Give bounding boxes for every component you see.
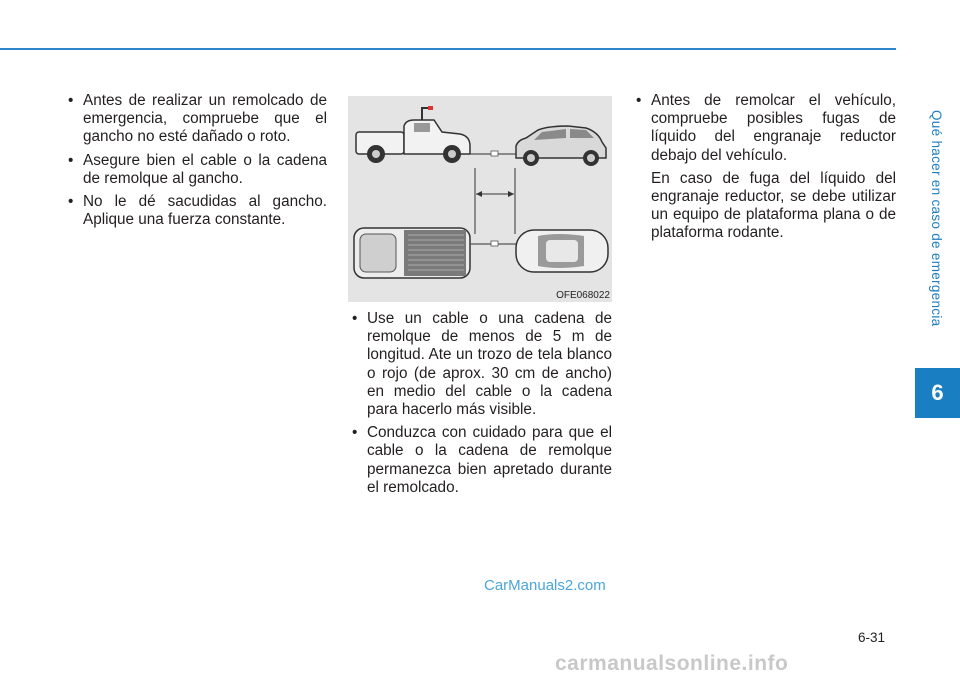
column-middle	[348, 310, 612, 502]
bullet-item: • Conduzca con cuidado para que el cable o la cadena de remolque permanezca bien apretado durante el remolcado.	[348, 424, 612, 497]
figure-code: OFE068022	[556, 290, 610, 301]
tow-truck-top-icon	[354, 228, 470, 278]
towed-car-top-icon	[516, 230, 608, 272]
towed-car-side-icon	[516, 126, 606, 166]
paragraph: En caso de fuga del líquido del engranaje reductor, se debe utilizar un equipo de plataforma plana o de plataforma rodante.	[651, 169, 896, 242]
page-number: 6-31	[858, 630, 886, 645]
bullet-item: • Asegure bien el cable o la cadena de remolque al gancho.	[64, 152, 327, 188]
bullet-item: • Antes de remolcar el vehículo, compruebe posibles fugas de líquido del engranaje reductor debajo del vehículo.	[632, 92, 896, 165]
column-right	[632, 92, 896, 243]
column-left	[64, 92, 327, 234]
towing-illustration	[348, 96, 612, 302]
site-watermark: carmanualsonline.info	[555, 652, 789, 675]
header-rule	[0, 48, 896, 50]
bullet-item: • Antes de realizar un remolcado de emergencia, compruebe que el gancho no esté dañado o roto.	[64, 92, 327, 147]
tow-diagram	[348, 96, 612, 302]
chapter-number-tab: 6	[915, 368, 960, 418]
bullet-item: • No le dé sacudidas al gancho. Aplique una fuerza constante.	[64, 193, 327, 229]
watermark-link[interactable]: CarManuals2.com	[484, 577, 606, 594]
bullet-item: • Use un cable o una cadena de remolque de menos de 5 m de longitud. Ate un trozo de tela blanco o rojo (de aprox. 30 cm de ancho) en medio del cable o la cadena para hacerlo más visible.	[348, 310, 612, 419]
chapter-title: Qué hacer en caso de emergencia	[929, 110, 944, 327]
tow-truck-side-icon	[356, 106, 470, 163]
